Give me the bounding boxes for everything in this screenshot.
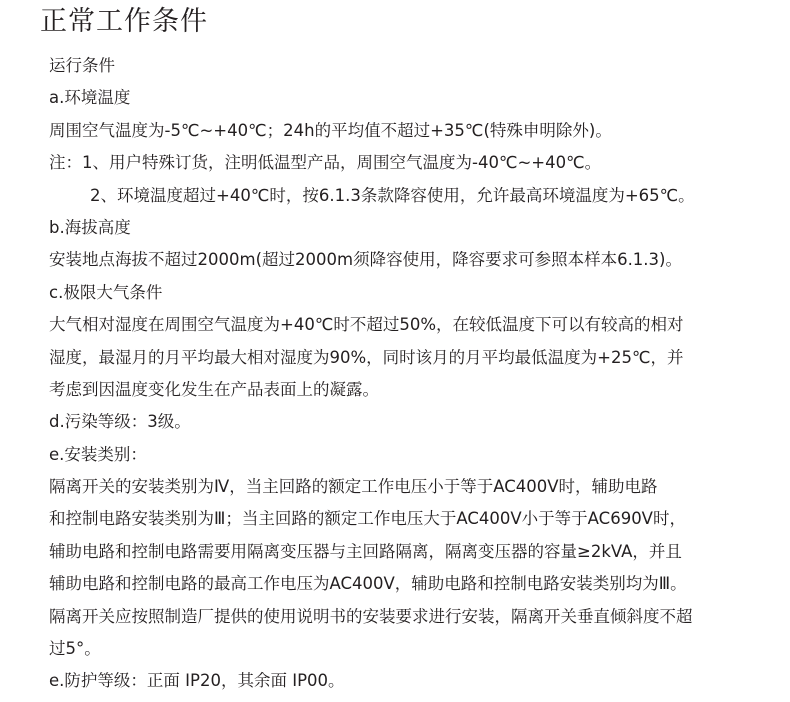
paragraph-line: 隔离开关的安装类别为Ⅳ，当主回路的额定工作电压小于等于AC400V时，辅助电路 <box>49 477 658 497</box>
subheading-installation-category: e.安装类别： <box>49 444 147 464</box>
subheading-protection-degree: e.防护等级：正面 IP20，其余面 IP00。 <box>49 671 345 691</box>
subheading-altitude: b.海拔高度 <box>49 217 131 237</box>
subheading-atmospheric-conditions: c.极限大气条件 <box>49 282 163 302</box>
paragraph-line: 过5°。 <box>49 639 101 659</box>
paragraph-line: 和控制电路安装类别为Ⅲ；当主回路的额定工作电压大于AC400V小于等于AC690V时， <box>49 509 686 529</box>
note-line: 注：1、用户特殊订货，注明低温型产品，周围空气温度为-40℃~+40℃。 <box>49 153 602 173</box>
subheading-pollution-degree: d.污染等级：3级。 <box>49 412 191 432</box>
page-title: 正常工作条件 <box>40 6 208 37</box>
section-heading-operating-conditions: 运行条件 <box>49 56 115 75</box>
paragraph-line: 考虑到因温度变化发生在产品表面上的凝露。 <box>49 379 379 399</box>
paragraph-line: 湿度，最湿月的月平均最大相对湿度为90%，同时该月的月平均最低温度为+25℃，并 <box>49 347 684 367</box>
paragraph-line: 安装地点海拔不超过2000m(超过2000m须降容使用，降容要求可参照本样本6.1.3)。 <box>49 250 682 270</box>
note-line: 2、环境温度超过+40℃时，按6.1.3条款降容使用，允许最高环境温度为+65℃。 <box>90 185 695 205</box>
paragraph-line: 周围空气温度为-5℃~+40℃；24h的平均值不超过+35℃(特殊申明除外)。 <box>49 120 612 140</box>
paragraph-line: 隔离开关应按照制造厂提供的使用说明书的安装要求进行安装，隔离开关垂直倾斜度不超 <box>49 606 693 626</box>
paragraph-line: 辅助电路和控制电路的最高工作电压为AC400V，辅助电路和控制电路安装类别均为Ⅲ。 <box>49 574 687 594</box>
document-body <box>49 50 785 698</box>
paragraph-line: 辅助电路和控制电路需要用隔离变压器与主回路隔离，隔离变压器的容量≥2kVA，并且 <box>49 541 682 561</box>
paragraph-line: 大气相对湿度在周围空气温度为+40℃时不超过50%，在较低温度下可以有较高的相对 <box>49 315 684 335</box>
subheading-ambient-temperature: a.环境温度 <box>49 88 131 108</box>
